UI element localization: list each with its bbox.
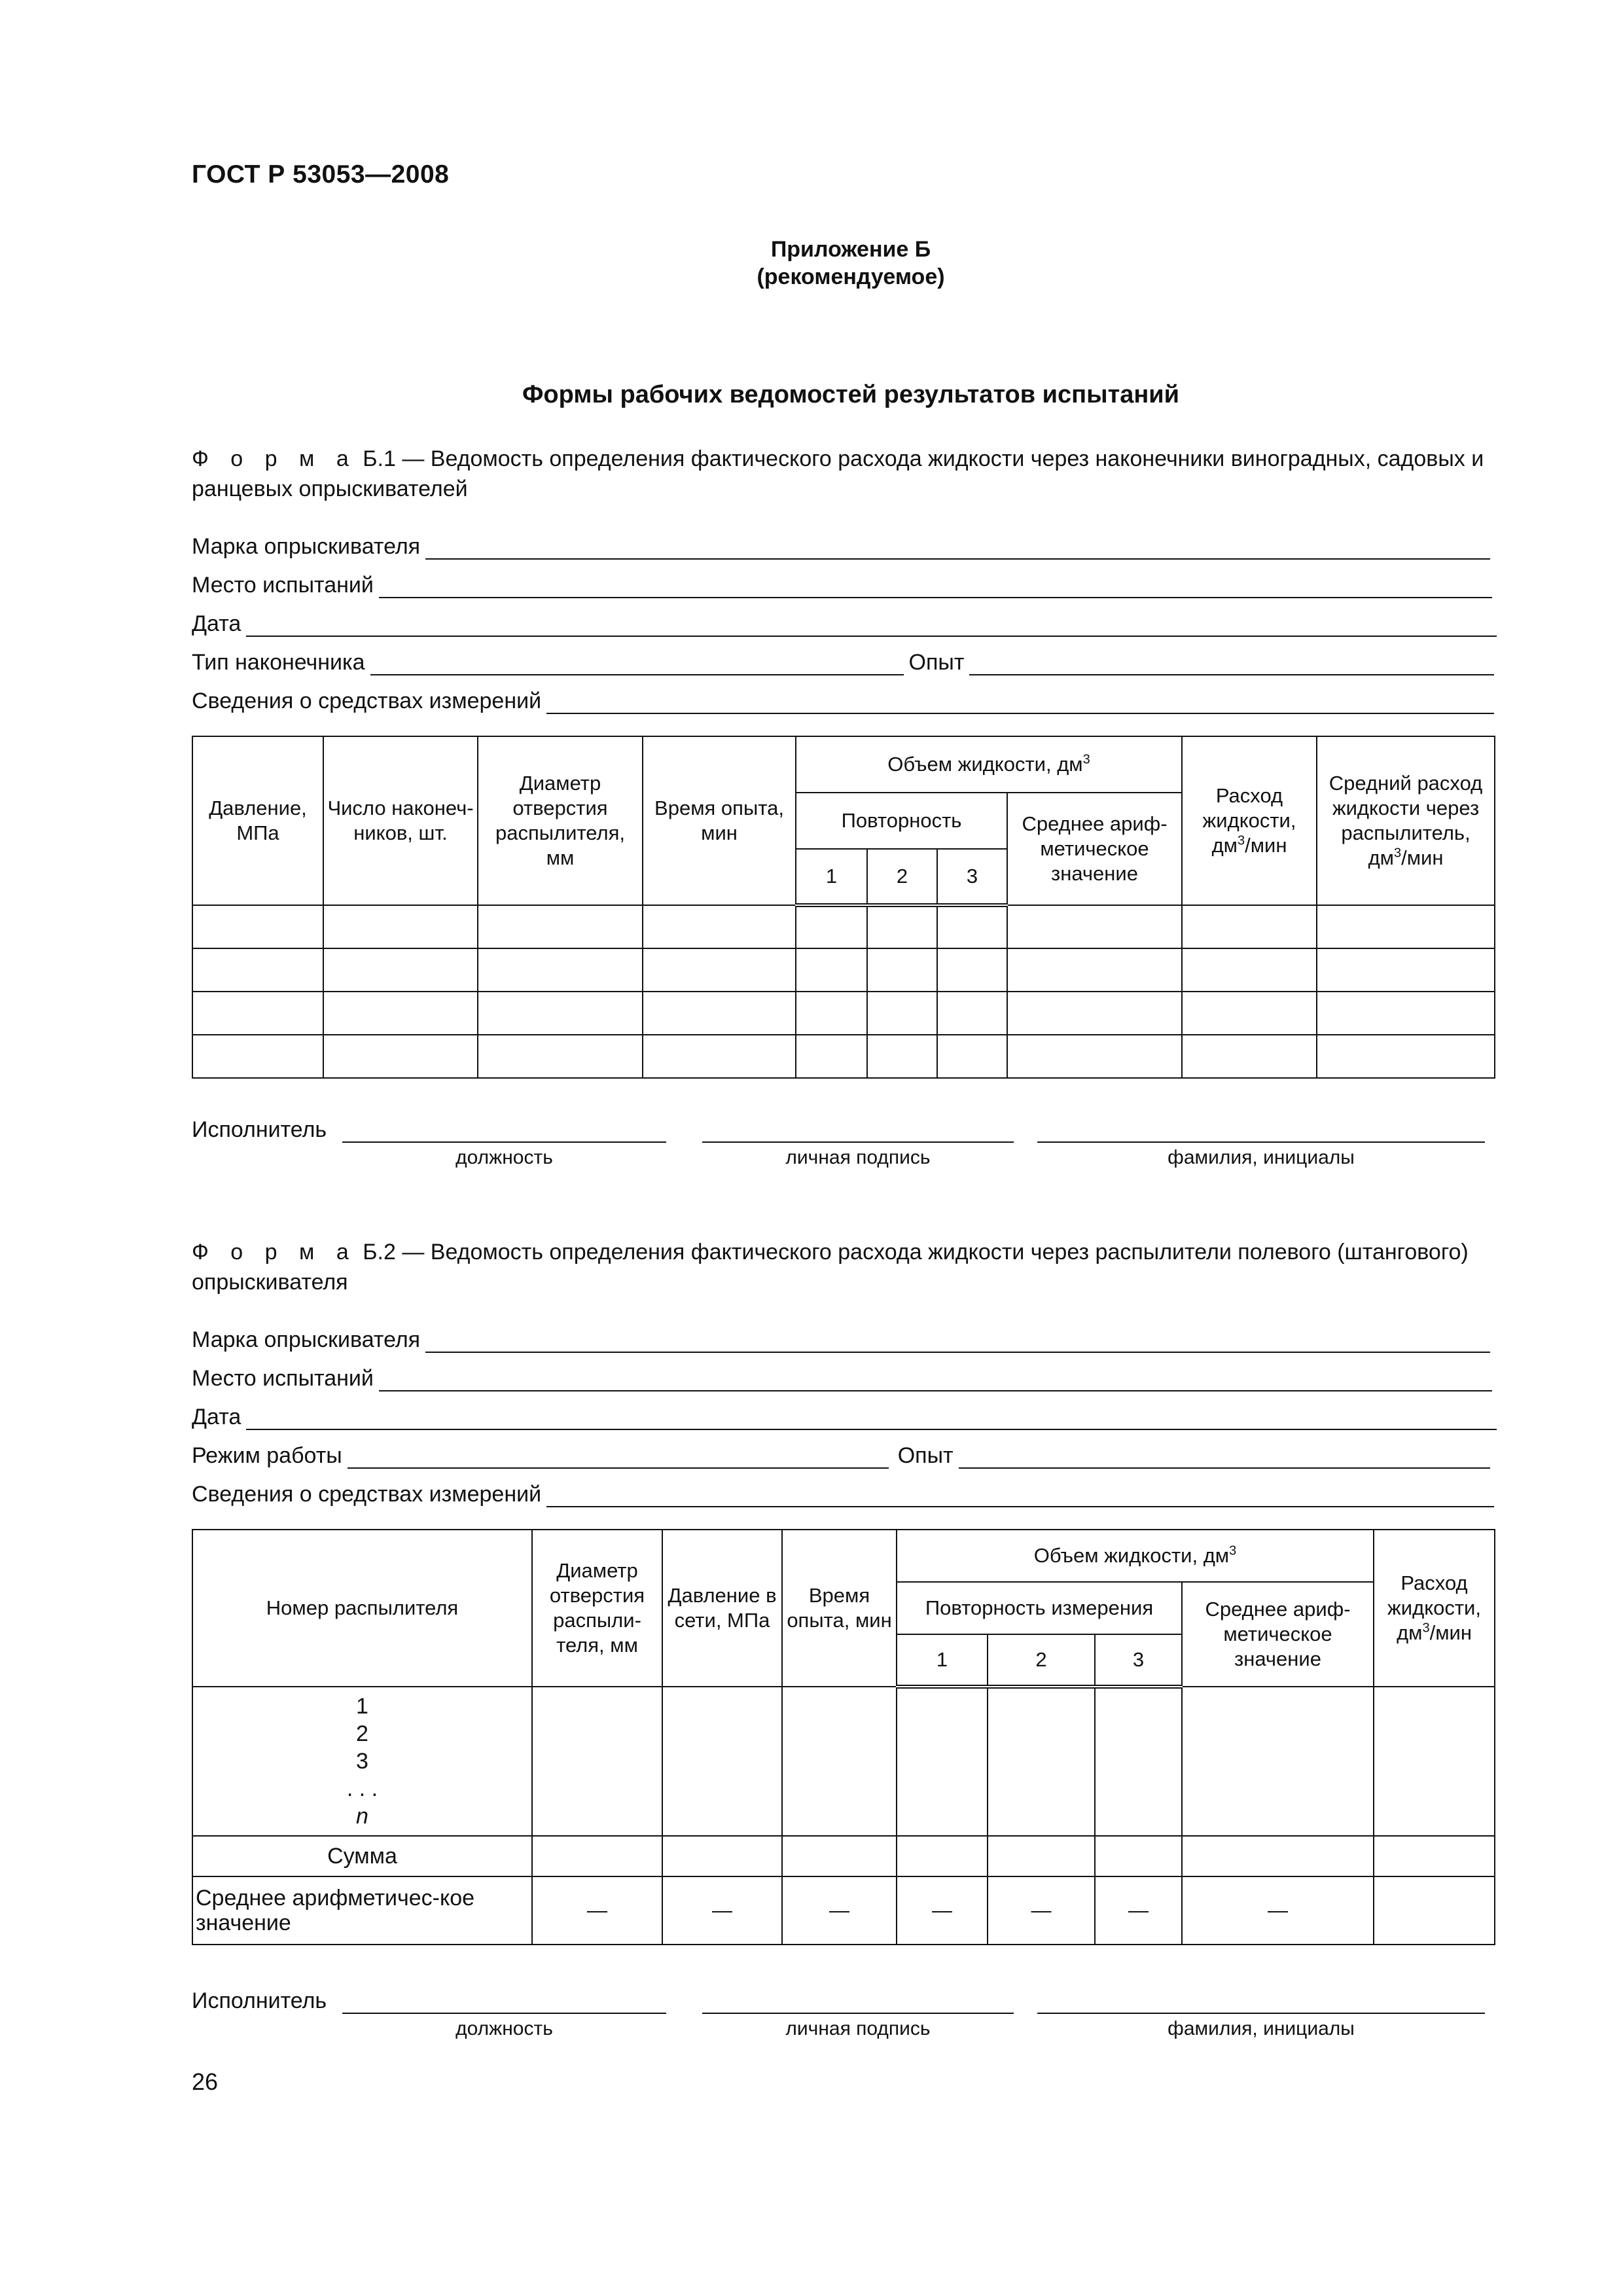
form1-h-r1: 1 [796,849,867,905]
form2-brand-field[interactable] [192,1324,1490,1353]
form1-cap-signature: личная подпись [785,1147,931,1168]
dash-cell: — [1095,1876,1182,1945]
list-item: 2 [356,1721,368,1746]
form2-cap-signature: личная подпись [785,2018,931,2039]
form2-instruments-label: Сведения о средствах измерений [192,1482,542,1507]
form2-date-field[interactable] [192,1401,1497,1430]
form1-h-volume [796,736,1182,793]
form2-text: Б.2 — Ведомость определения фактического расхода жидкости через распылители полевого (штангового) опрыскивателя [192,1240,1469,1295]
table-row [192,992,1495,1035]
form2-signature [192,1985,1501,2014]
form1-brand-field[interactable] [192,531,1490,560]
form2-h-flow [1374,1530,1495,1687]
form1-date-line[interactable] [246,616,1497,637]
dash-cell: — [897,1876,988,1945]
form2-sig-name-line[interactable] [1037,1993,1485,2014]
list-item: 1 [356,1694,368,1719]
form2-sum-label: Сумма [192,1836,532,1876]
form2-mean-label: Среднее арифметичес-кое значение [192,1876,532,1945]
table-row [192,1687,1495,1836]
form2-brand-line[interactable] [425,1332,1490,1353]
form1-trial-line[interactable] [969,655,1494,675]
appendix-heading [0,236,1623,291]
form1-h-diameter: Диаметр отверстия распылителя, мм [478,736,643,905]
form2-h-volume-sup: 3 [1229,1543,1237,1558]
form1-h-avgflow-line1: Средний расход жидкости через распылитель, [1329,772,1483,844]
table-row [192,948,1495,992]
appendix-title: Приложение Б [770,237,931,262]
form2-mode-label: Режим работы [192,1443,342,1468]
form2-h-flow-line1: Расход жидкости, [1387,1571,1481,1619]
form1-h-flow-line1: Расход жидкости, [1202,784,1296,832]
form1-place-line[interactable] [379,577,1492,598]
list-item: . . . [346,1776,378,1801]
form2-brand-label: Марка опрыскивателя [192,1327,421,1352]
form2-prefix: Ф о р м а [192,1240,357,1265]
form1-table [192,736,1495,1079]
form1-h-flow-tail: /мин [1245,834,1287,857]
table-row [192,1035,1495,1078]
dash-cell: — [532,1876,662,1945]
form2-place-field[interactable] [192,1363,1492,1391]
form2-h-diameter: Диаметр отверстия распыли-теля, мм [532,1530,662,1687]
form1-h-time: Время опыта, мин [643,736,796,905]
form2-mode-field[interactable] [192,1440,1490,1469]
form1-h-avgflow [1317,736,1495,905]
form1-h-avgflow-sup: 3 [1393,846,1402,861]
form2-h-flow-sup: 3 [1422,1621,1430,1636]
table-row [192,1876,1495,1945]
form2-h-r3: 3 [1095,1634,1182,1687]
form1-date-field[interactable] [192,608,1497,637]
form2-h-r1: 1 [897,1634,988,1687]
form2-h-flow-tail: /мин [1429,1621,1472,1644]
form1-h-flow-sup: 3 [1237,833,1245,848]
form1-h-r3: 3 [937,849,1007,905]
form1-h-avgflow-unit: дм [1368,846,1394,869]
form1-instruments-field[interactable] [192,685,1494,714]
form2-h-mean: Среднее ариф-метическое значение [1182,1582,1374,1687]
dash-cell: — [662,1876,782,1945]
form2-h-time: Время опыта, мин [782,1530,897,1687]
form2-h-pressure: Давление в сети, МПа [662,1530,782,1687]
form2-sig-label: Исполнитель [192,1988,327,2013]
form2-title [192,1237,1494,1297]
form2-trial-label: Опыт [897,1443,954,1468]
form1-sig-name-line[interactable] [1037,1122,1485,1143]
form1-sig-signature-line[interactable] [702,1122,1014,1143]
form1-h-flow-unit: дм [1211,834,1238,857]
dash-cell: — [782,1876,897,1945]
form1-nozzle-field[interactable] [192,647,1494,675]
form1-h-volume-label: Объем жидкости, дм [887,753,1083,776]
form1-brand-label: Марка опрыскивателя [192,534,421,559]
form2-place-label: Место испытаний [192,1366,374,1391]
form2-sig-position-line[interactable] [342,1993,666,2014]
form2-cap-name: фамилия, инициалы [1168,2018,1355,2039]
form1-text: Б.1 — Ведомость определения фактического расхода жидкости через наконечники виноградных, садовых и ранцевых опрыскивателей [192,446,1484,501]
form1-h-flow [1182,736,1317,905]
form1-prefix: Ф о р м а [192,446,357,471]
dash-cell: — [1182,1876,1374,1945]
form2-number-list [192,1687,532,1836]
form2-instruments-field[interactable] [192,1479,1494,1507]
form2-sig-signature-line[interactable] [702,1993,1014,2014]
form2-instruments-line[interactable] [546,1486,1494,1507]
form2-h-flow-unit: дм [1397,1621,1423,1644]
form1-sig-position-line[interactable] [342,1122,666,1143]
form1-place-field[interactable] [192,569,1492,598]
list-item: n [356,1804,368,1829]
form2-cap-position: должность [455,2018,553,2039]
form1-nozzle-label: Тип наконечника [192,650,365,675]
table-row [192,905,1495,948]
form1-h-count: Число наконеч-ников, шт. [323,736,478,905]
form1-h-pressure: Давление, МПа [192,736,323,905]
form2-h-volume [897,1530,1374,1582]
form1-h-volume-sup: 3 [1082,752,1090,767]
form2-mode-line[interactable] [348,1448,889,1469]
dash-cell: — [988,1876,1095,1945]
page-title: Формы рабочих ведомостей результатов испытаний [522,381,1179,408]
document-header: ГОСТ Р 53053—2008 [192,160,450,188]
form1-brand-line[interactable] [425,539,1490,560]
form2-table [192,1529,1495,1945]
form2-date-line[interactable] [246,1409,1497,1430]
form1-instruments-line[interactable] [546,693,1494,714]
form1-cap-position: должность [455,1147,553,1168]
form1-signature [192,1114,1501,1143]
form1-date-label: Дата [192,611,241,636]
form1-trial-label: Опыт [908,650,965,675]
form1-h-mean: Среднее ариф-метическое значение [1007,793,1182,905]
form1-title [192,444,1494,504]
form2-h-volume-label: Объем жидкости, дм [1033,1544,1230,1567]
form1-instruments-label: Сведения о средствах измерений [192,689,542,713]
form1-h-avgflow-tail: /мин [1401,846,1444,869]
form2-trial-line[interactable] [959,1448,1490,1469]
form1-place-label: Место испытаний [192,573,374,598]
form2-h-repeat: Повторность измерения [897,1582,1182,1634]
appendix-subtitle: (рекомендуемое) [757,264,945,289]
page-number: 26 [192,2068,219,2095]
form2-h-r2: 2 [988,1634,1095,1687]
form2-place-line[interactable] [379,1371,1492,1391]
form1-nozzle-line[interactable] [370,655,904,675]
form1-sig-label: Исполнитель [192,1117,327,1142]
list-item: 3 [356,1749,368,1774]
form1-h-r2: 2 [867,849,937,905]
form2-date-label: Дата [192,1405,241,1429]
form2-h-number: Номер распылителя [192,1530,532,1687]
form1-cap-name: фамилия, инициалы [1168,1147,1355,1168]
table-row [192,1836,1495,1876]
form1-h-repeat: Повторность [796,793,1007,849]
